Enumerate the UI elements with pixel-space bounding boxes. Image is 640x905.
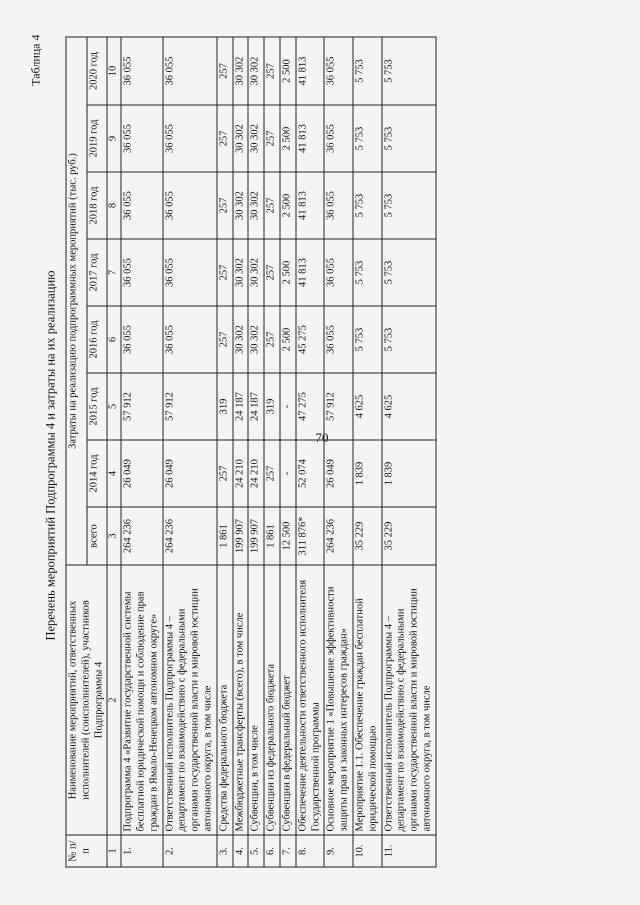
row-year-value: 57 912: [324, 373, 353, 440]
table-row: [264, 37, 280, 867]
table-row: [381, 37, 435, 867]
row-year-value: 257: [264, 37, 280, 105]
row-year-value: 30 302: [232, 306, 248, 373]
row-number: 6.: [264, 835, 280, 867]
row-total-value: 264 236: [121, 507, 162, 565]
row-year-value: 257: [216, 239, 232, 306]
row-year-value: 257: [216, 105, 232, 172]
row-year-value: 36 055: [162, 172, 216, 239]
row-year-value: 257: [216, 37, 232, 105]
row-year-value: 52 074: [295, 440, 324, 507]
column-number: 3: [107, 507, 121, 565]
row-year-value: 30 302: [248, 306, 264, 373]
column-numbers-row: [107, 37, 121, 867]
row-name: Субвенции из федерального бюджета: [264, 565, 280, 835]
row-year-value: 5 753: [352, 37, 381, 105]
row-name: Субвенции в федеральный бюджет: [279, 565, 295, 835]
header-costs: Затраты на реализацию подпрограммных мероприятий (тыс. руб.): [66, 37, 87, 565]
row-year-value: 4 625: [352, 373, 381, 440]
header-name: Наименование мероприятий, ответственных исполнителей (соисполнителей), участников Подпрограммы 4: [66, 565, 107, 835]
table-body: [121, 37, 436, 867]
header-year: 2018 год: [86, 172, 107, 239]
row-year-value: 36 055: [162, 105, 216, 172]
column-number: 10: [107, 37, 121, 105]
table-row: [295, 37, 324, 867]
row-year-value: 24 210: [232, 440, 248, 507]
row-year-value: 26 049: [121, 440, 162, 507]
row-year-value: 30 302: [232, 37, 248, 105]
row-number: 9.: [324, 835, 353, 867]
row-year-value: 257: [264, 172, 280, 239]
row-year-value: 30 302: [232, 239, 248, 306]
page-number: 70: [315, 430, 329, 445]
column-number: 4: [107, 440, 121, 507]
row-name: Ответственный исполнитель Подпрограммы 4 – департамент по взаимодействию с федеральными органами государственной власти и мировой юстиции автономного округа, в том числе: [162, 565, 216, 835]
row-year-value: 45 275: [295, 306, 324, 373]
row-year-value: 257: [216, 440, 232, 507]
row-number: 3.: [216, 835, 232, 867]
row-year-value: 2 500: [279, 306, 295, 373]
table-row: [352, 37, 381, 867]
row-number: 8.: [295, 835, 324, 867]
row-year-value: 24 187: [248, 373, 264, 440]
row-year-value: 5 753: [381, 239, 435, 306]
header-year: 2019 год: [86, 105, 107, 172]
row-year-value: 1 839: [381, 440, 435, 507]
table-label: Таблица 4: [28, 34, 42, 86]
row-year-value: 36 055: [121, 239, 162, 306]
row-year-value: 2 500: [279, 105, 295, 172]
column-number: 9: [107, 105, 121, 172]
row-year-value: 30 302: [232, 105, 248, 172]
row-name: Мероприятие 1.1. Обеспечение граждан бесплатной юридической помощью: [352, 565, 381, 835]
row-year-value: 36 055: [324, 306, 353, 373]
row-year-value: 319: [264, 373, 280, 440]
row-year-value: 319: [216, 373, 232, 440]
row-name: Средства федерального бюджета: [216, 565, 232, 835]
row-year-value: 36 055: [121, 105, 162, 172]
row-name: Субвенции, в том числе: [248, 565, 264, 835]
row-year-value: 41 813: [295, 172, 324, 239]
row-year-value: 47 275: [295, 373, 324, 440]
row-year-value: 57 912: [162, 373, 216, 440]
row-year-value: 26 049: [324, 440, 353, 507]
row-year-value: 57 912: [121, 373, 162, 440]
row-year-value: 30 302: [232, 172, 248, 239]
row-total-value: 199 907: [232, 507, 248, 565]
row-name: Основное мероприятие 1 «Повышение эффективности защиты прав и законных интересов граждан»: [324, 565, 353, 835]
row-year-value: 257: [264, 105, 280, 172]
row-year-value: 2 500: [279, 239, 295, 306]
row-year-value: 5 753: [352, 306, 381, 373]
row-number: 11.: [381, 835, 435, 867]
row-year-value: 36 055: [162, 239, 216, 306]
table-row: [216, 37, 232, 867]
row-number: 1.: [121, 835, 162, 867]
header-year: 2015 год: [86, 373, 107, 440]
row-year-value: 30 302: [248, 239, 264, 306]
column-number: 7: [107, 239, 121, 306]
table-row: [121, 37, 162, 867]
row-year-value: 24 210: [248, 440, 264, 507]
costs-table: [65, 36, 436, 867]
column-number: 1: [107, 835, 121, 867]
table-row: [232, 37, 248, 867]
row-year-value: 257: [216, 172, 232, 239]
document-title: Перечень мероприятий Подпрограммы 4 и затраты на их реализацию: [43, 269, 57, 641]
row-year-value: 2 500: [279, 37, 295, 105]
row-year-value: 30 302: [248, 105, 264, 172]
row-year-value: 26 049: [162, 440, 216, 507]
row-total-value: 1 861: [264, 507, 280, 565]
row-year-value: 30 302: [248, 37, 264, 105]
row-year-value: 36 055: [162, 306, 216, 373]
row-year-value: 36 055: [324, 172, 353, 239]
row-year-value: 36 055: [162, 37, 216, 105]
header-year: 2014 год: [86, 440, 107, 507]
row-number: 4.: [232, 835, 248, 867]
row-year-value: -: [279, 373, 295, 440]
row-year-value: 4 625: [381, 373, 435, 440]
row-year-value: 257: [216, 306, 232, 373]
row-year-value: 5 753: [352, 239, 381, 306]
column-number: 5: [107, 373, 121, 440]
table-row: [324, 37, 353, 867]
row-number: 7.: [279, 835, 295, 867]
row-total-value: 1 861: [216, 507, 232, 565]
header-total: всего: [86, 507, 107, 565]
row-name: Ответственный исполнитель Подпрограммы 4 – департамент по взаимодействию с федеральными органами государственной власти и мировой юстиции автономного округа, в том числе: [381, 565, 435, 835]
row-year-value: 257: [264, 440, 280, 507]
row-total-value: 35 229: [381, 507, 435, 565]
row-number: 10.: [352, 835, 381, 867]
row-total-value: 35 229: [352, 507, 381, 565]
row-year-value: 2 500: [279, 172, 295, 239]
row-year-value: -: [279, 440, 295, 507]
row-year-value: 36 055: [121, 37, 162, 105]
row-total-value: 199 907: [248, 507, 264, 565]
header-number: № п/п: [66, 835, 107, 867]
table-row: [279, 37, 295, 867]
table-row: [162, 37, 216, 867]
row-total-value: 264 236: [324, 507, 353, 565]
row-total-value: 264 236: [162, 507, 216, 565]
row-year-value: 36 055: [121, 306, 162, 373]
row-year-value: 5 753: [381, 172, 435, 239]
row-year-value: 24 187: [232, 373, 248, 440]
row-year-value: 257: [264, 239, 280, 306]
column-number: 6: [107, 306, 121, 373]
row-name: Подпрограмма 4 «Развитие государственной системы бесплатной юридической помощи и соблюдение прав граждан в Ямало-Ненецком автономном округе»: [121, 565, 162, 835]
row-year-value: 5 753: [381, 37, 435, 105]
column-number: 2: [107, 565, 121, 835]
row-year-value: 257: [264, 306, 280, 373]
table-row: [248, 37, 264, 867]
row-year-value: 1 839: [352, 440, 381, 507]
row-year-value: 30 302: [248, 172, 264, 239]
row-year-value: 5 753: [352, 105, 381, 172]
row-year-value: 41 813: [295, 37, 324, 105]
header-year: 2017 год: [86, 239, 107, 306]
row-number: 5.: [248, 835, 264, 867]
row-year-value: 36 055: [121, 172, 162, 239]
row-year-value: 5 753: [381, 105, 435, 172]
row-year-value: 41 813: [295, 239, 324, 306]
header-year: 2016 год: [86, 306, 107, 373]
row-year-value: 5 753: [352, 172, 381, 239]
row-name: Межбюджетные трансферты (всего), в том числе: [232, 565, 248, 835]
column-number: 8: [107, 172, 121, 239]
row-total-value: 12 500: [279, 507, 295, 565]
row-year-value: 36 055: [324, 105, 353, 172]
row-number: 2.: [162, 835, 216, 867]
rotated-page-content: [25, 30, 615, 875]
row-name: Обеспечение деятельности ответственного исполнителя Государственной программы: [295, 565, 324, 835]
header-year: 2020 год: [86, 37, 107, 105]
row-year-value: 36 055: [324, 239, 353, 306]
row-year-value: 5 753: [381, 306, 435, 373]
row-total-value: 311 876*: [295, 507, 324, 565]
row-year-value: 41 813: [295, 105, 324, 172]
row-year-value: 36 055: [324, 37, 353, 105]
